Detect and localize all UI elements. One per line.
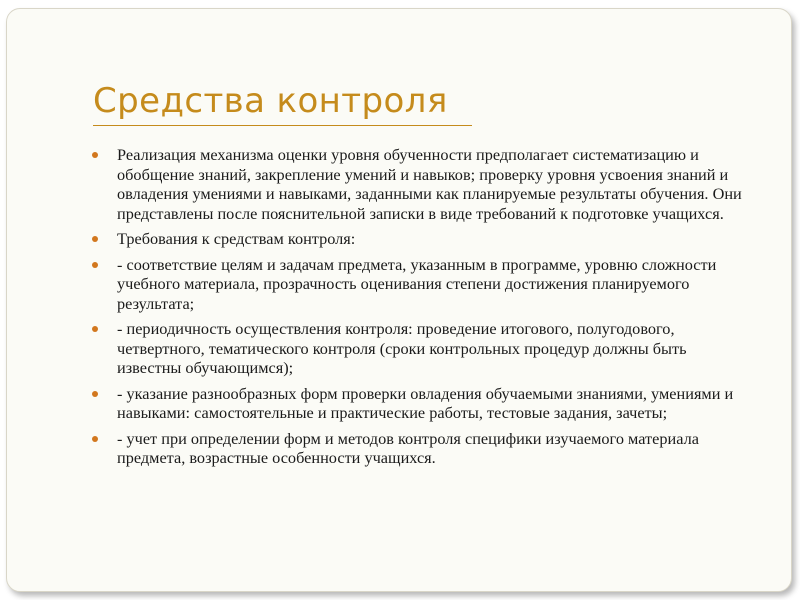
bullet-text: Требования к средствам контроля:: [117, 229, 356, 248]
bullet-dot-icon: [92, 326, 98, 332]
bullet-item: [91, 429, 751, 468]
bullet-dot-icon: [92, 391, 98, 397]
bullet-text: - указание разнообразных форм проверки овладения обучаемыми знаниями, умениями и навыками: самостоятельные и практические работы, тестовые задания, зачеты;: [117, 383, 734, 422]
slide: [6, 8, 792, 592]
bullet-item: [91, 255, 751, 314]
bullet-text: - соответствие целям и задачам предмета, указанным в программе, уровню сложности учебного материала, прозрачность оценивания степени достижения планируемого результата;: [117, 254, 717, 313]
bullet-text: - периодичность осуществления контроля: проведение итогового, полугодового, четвертного, тематического контроля (сроки контрольных процедур должны быть известны обучающимся);: [117, 319, 687, 377]
bullet-dot-icon: [92, 436, 98, 442]
bullet-list: [91, 145, 751, 474]
bullet-item: [91, 145, 751, 223]
bullet-item: [91, 229, 751, 249]
bullet-dot-icon: [92, 236, 98, 242]
bullet-dot-icon: [92, 152, 98, 158]
bullet-dot-icon: [92, 262, 98, 268]
bullet-item: [91, 319, 751, 378]
title-underline: [93, 125, 472, 126]
slide-title: Средства контроля: [93, 81, 448, 121]
bullet-text: Реализация механизма оценки уровня обученности предполагает систематизацию и обобщение знаний, закрепление умений и навыков; проверку уровня усвоения знаний и овладения умениями и навыками, заданными как планируемые результаты обучения. Они представлены после пояснительной записки в виде требований к подготовке учащихся.: [117, 145, 742, 223]
bullet-text: - учет при определении форм и методов контроля специфики изучаемого материала предмета, возрастные особенности учащихся.: [117, 428, 699, 467]
bullet-item: [91, 384, 751, 423]
